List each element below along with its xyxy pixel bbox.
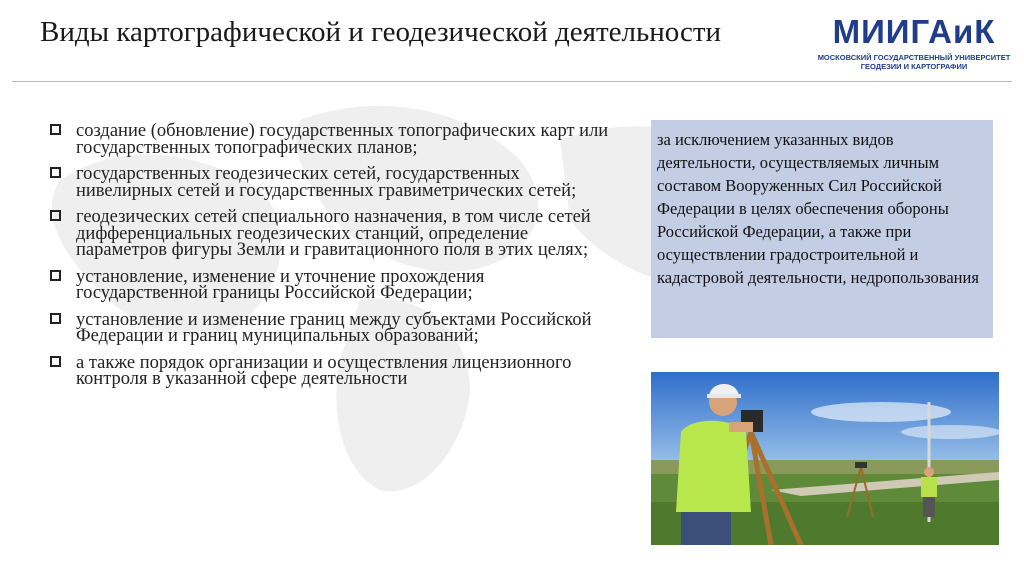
page-title: Виды картографической и геодезической деятельности bbox=[40, 16, 722, 48]
list-item bbox=[50, 266, 620, 303]
checkbox-bullet-icon bbox=[50, 356, 61, 367]
checkbox-bullet-icon bbox=[50, 313, 61, 324]
logo-subtitle-line1: МОСКОВСКИЙ ГОСУДАРСТВЕННЫЙ УНИВЕРСИТЕТ bbox=[817, 53, 1011, 62]
checkbox-bullet-icon bbox=[50, 270, 61, 281]
university-logo bbox=[816, 14, 1012, 74]
logo-name: МИИГАиК bbox=[832, 13, 996, 50]
list-item-text: геодезических сетей специального назначения, в том числе сетей дифференциальных геодезических станций, определение параметров фигуры Земли и гравитационного поля в этих целях; bbox=[76, 207, 591, 260]
list-item bbox=[50, 209, 620, 259]
list-item-text: установление, изменение и уточнение прохождения государственной границы Российской Федерации; bbox=[76, 266, 485, 303]
surveyors-field-photo bbox=[651, 372, 999, 545]
list-item-text: а также порядок организации и осуществления лицензионного контроля в указанной сфере деятельности bbox=[76, 352, 572, 389]
list-item bbox=[50, 166, 620, 199]
activity-list bbox=[50, 123, 620, 398]
title-divider bbox=[12, 81, 1012, 82]
exception-note: за исключением указанных видов деятельности, осуществляемых личным составом Вооруженных Сил Российской Федерации в целях обеспечения обороны Российской Федерации, а также при осуществлении градостроительной и кадастровой деятельности, недропользования bbox=[651, 120, 993, 338]
checkbox-bullet-icon bbox=[50, 124, 61, 135]
list-item-text: государственных геодезических сетей, государственных нивелирных сетей и государственных гравиметрических сетей; bbox=[76, 164, 577, 201]
list-item bbox=[50, 309, 620, 346]
logo-subtitle-line2: ГЕОДЕЗИИ И КАРТОГРАФИИ bbox=[860, 62, 968, 71]
checkbox-bullet-icon bbox=[50, 210, 61, 221]
list-item-text: установление и изменение границ между субъектами Российской Федерации и границ муниципальных образований; bbox=[76, 309, 592, 346]
list-item-text: создание (обновление) государственных топографических карт или государственных топографических планов; bbox=[76, 121, 609, 158]
checkbox-bullet-icon bbox=[50, 167, 61, 178]
list-item bbox=[50, 123, 620, 156]
list-item bbox=[50, 352, 620, 389]
